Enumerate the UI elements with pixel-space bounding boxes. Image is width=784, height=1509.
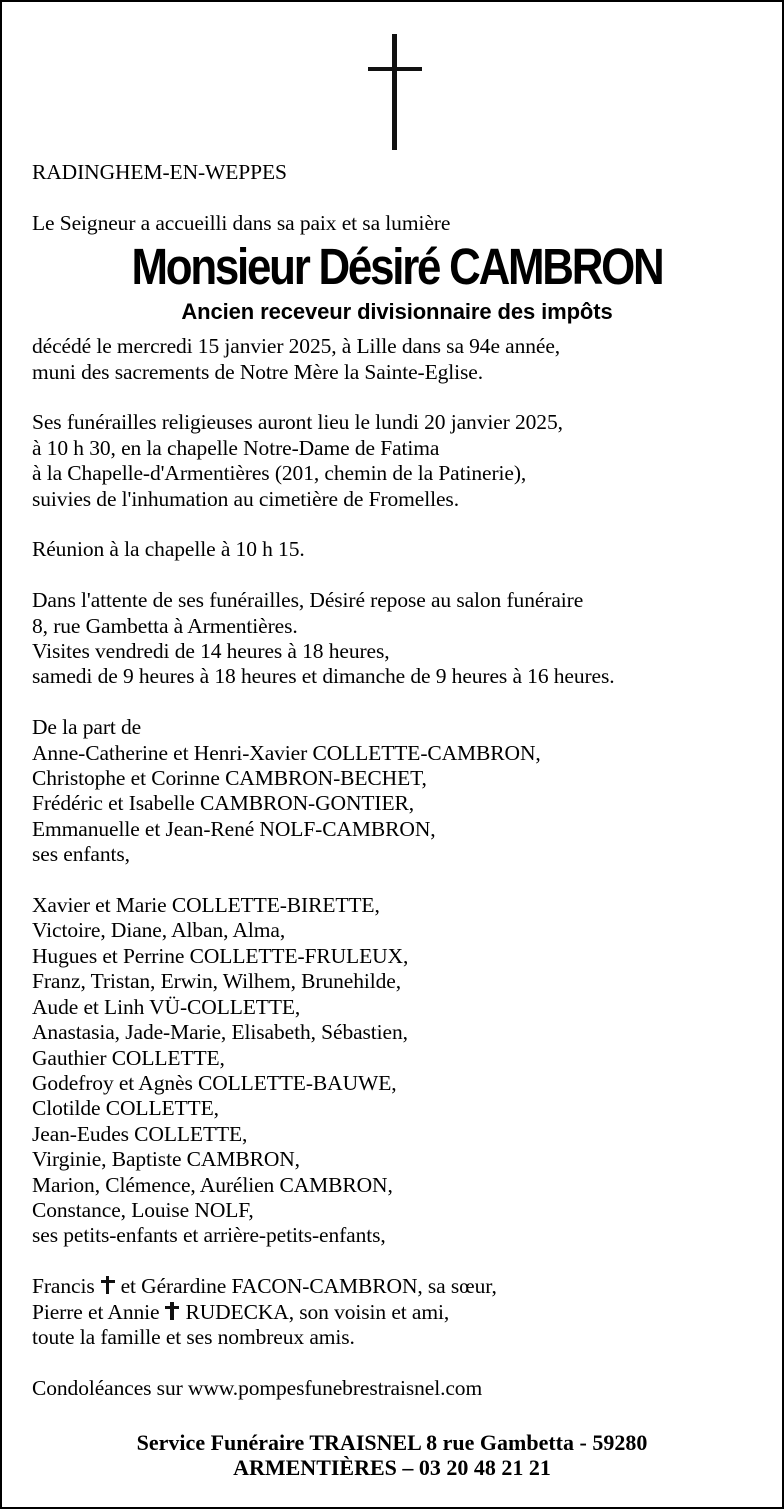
intro-text: Le Seigneur a accueilli dans sa paix et sa lumière	[32, 210, 451, 235]
list-item: Xavier et Marie COLLETTE-BIRETTE,	[32, 893, 380, 918]
list-item: Godefroy et Agnès COLLETTE-BAUWE,	[32, 1070, 397, 1095]
sister-text: et Gérardine FACON-CAMBRON, sa sœur,	[120, 1274, 497, 1299]
family-list	[32, 1274, 762, 1350]
list-item: Gauthier COLLETTE,	[32, 1045, 225, 1070]
list-item: Virginie, Baptiste CAMBRON,	[32, 1147, 300, 1172]
list-item: Frédéric et Isabelle CAMBRON-GONTIER,	[32, 791, 415, 816]
list-item: Anne-Catherine et Henri-Xavier COLLETTE-CAMBRON,	[32, 740, 541, 765]
list-item: ses petits-enfants et arrière-petits-enfants,	[32, 1223, 386, 1248]
list-item	[32, 1300, 762, 1325]
deceased-name: Monsieur Désiré CAMBRON	[131, 238, 663, 296]
list-item: Emmanuelle et Jean-René NOLF-CAMBRON,	[32, 816, 436, 841]
neighbor-text: RUDECKA, son voisin et ami,	[185, 1299, 450, 1324]
text-line: 8, rue Gambetta à Armentières.	[32, 613, 298, 638]
location: RADINGHEM-EN-WEPPES	[32, 160, 287, 184]
list-item: Marion, Clémence, Aurélien CAMBRON,	[32, 1172, 393, 1197]
list-item: Franz, Tristan, Erwin, Wilhem, Brunehilde,	[32, 969, 401, 994]
notice-body	[32, 160, 762, 1401]
text-line: décédé le mercredi 15 janvier 2025, à Lille dans sa 94e année,	[32, 334, 561, 359]
list-item: Victoire, Diane, Alban, Alma,	[32, 918, 286, 943]
grandchildren-list	[32, 893, 762, 1249]
list-item: Aude et Linh VÜ-COLLETTE,	[32, 994, 301, 1019]
text-line: suivies de l'inhumation au cimetière de Fromelles.	[32, 486, 459, 511]
text-line: Visites vendredi de 14 heures à 18 heures,	[32, 639, 390, 664]
list-item	[32, 1274, 762, 1299]
children-list	[32, 715, 762, 867]
neighbor-names: Pierre et Annie	[32, 1299, 160, 1324]
sister-first-name: Francis	[32, 1274, 95, 1299]
profession: Ancien receveur divisionnaire des impôts	[181, 299, 613, 325]
text-line: à la Chapelle-d'Armentières (201, chemin de la Patinerie),	[32, 461, 527, 486]
list-item: Christophe et Corinne CAMBRON-BECHET,	[32, 766, 427, 791]
text-line: Ses funérailles religieuses auront lieu le lundi 20 janvier 2025,	[32, 410, 563, 435]
list-item: Hugues et Perrine COLLETTE-FRULEUX,	[32, 943, 409, 968]
text-line: samedi de 9 heures à 18 heures et dimanche de 9 heures à 16 heures.	[32, 664, 615, 689]
list-item: Clotilde COLLETTE,	[32, 1096, 219, 1121]
condolences-link: Condoléances sur www.pompesfunebrestraisnel.com	[32, 1375, 483, 1400]
visit-details	[32, 588, 762, 690]
text-line: Dans l'attente de ses funérailles, Désiré repose au salon funéraire	[32, 588, 584, 613]
death-details	[32, 334, 762, 385]
list-item: Constance, Louise NOLF,	[32, 1197, 254, 1222]
footer-line: Service Funéraire TRAISNEL 8 rue Gambetta - 59280	[136, 1430, 648, 1455]
list-item: ses enfants,	[32, 842, 130, 867]
funeral-service-footer	[2, 1430, 782, 1480]
text-line: muni des sacrements de Notre Mère la Sainte-Eglise.	[32, 359, 484, 384]
list-item: Anastasia, Jade-Marie, Elisabeth, Sébastien,	[32, 1020, 408, 1045]
deceased-cross-icon	[101, 1276, 115, 1294]
funeral-details	[32, 410, 762, 512]
footer-line: ARMENTIÈRES – 03 20 48 21 21	[233, 1455, 551, 1480]
deceased-cross-icon	[165, 1302, 179, 1320]
text-line: à 10 h 30, en la chapelle Notre-Dame de Fatima	[32, 435, 440, 460]
list-item: De la part de	[32, 715, 142, 740]
list-item: toute la famille et ses nombreux amis.	[32, 1324, 355, 1349]
cross-icon	[368, 34, 422, 150]
meeting-info: Réunion à la chapelle à 10 h 15.	[32, 537, 305, 562]
list-item: Jean-Eudes COLLETTE,	[32, 1121, 248, 1146]
